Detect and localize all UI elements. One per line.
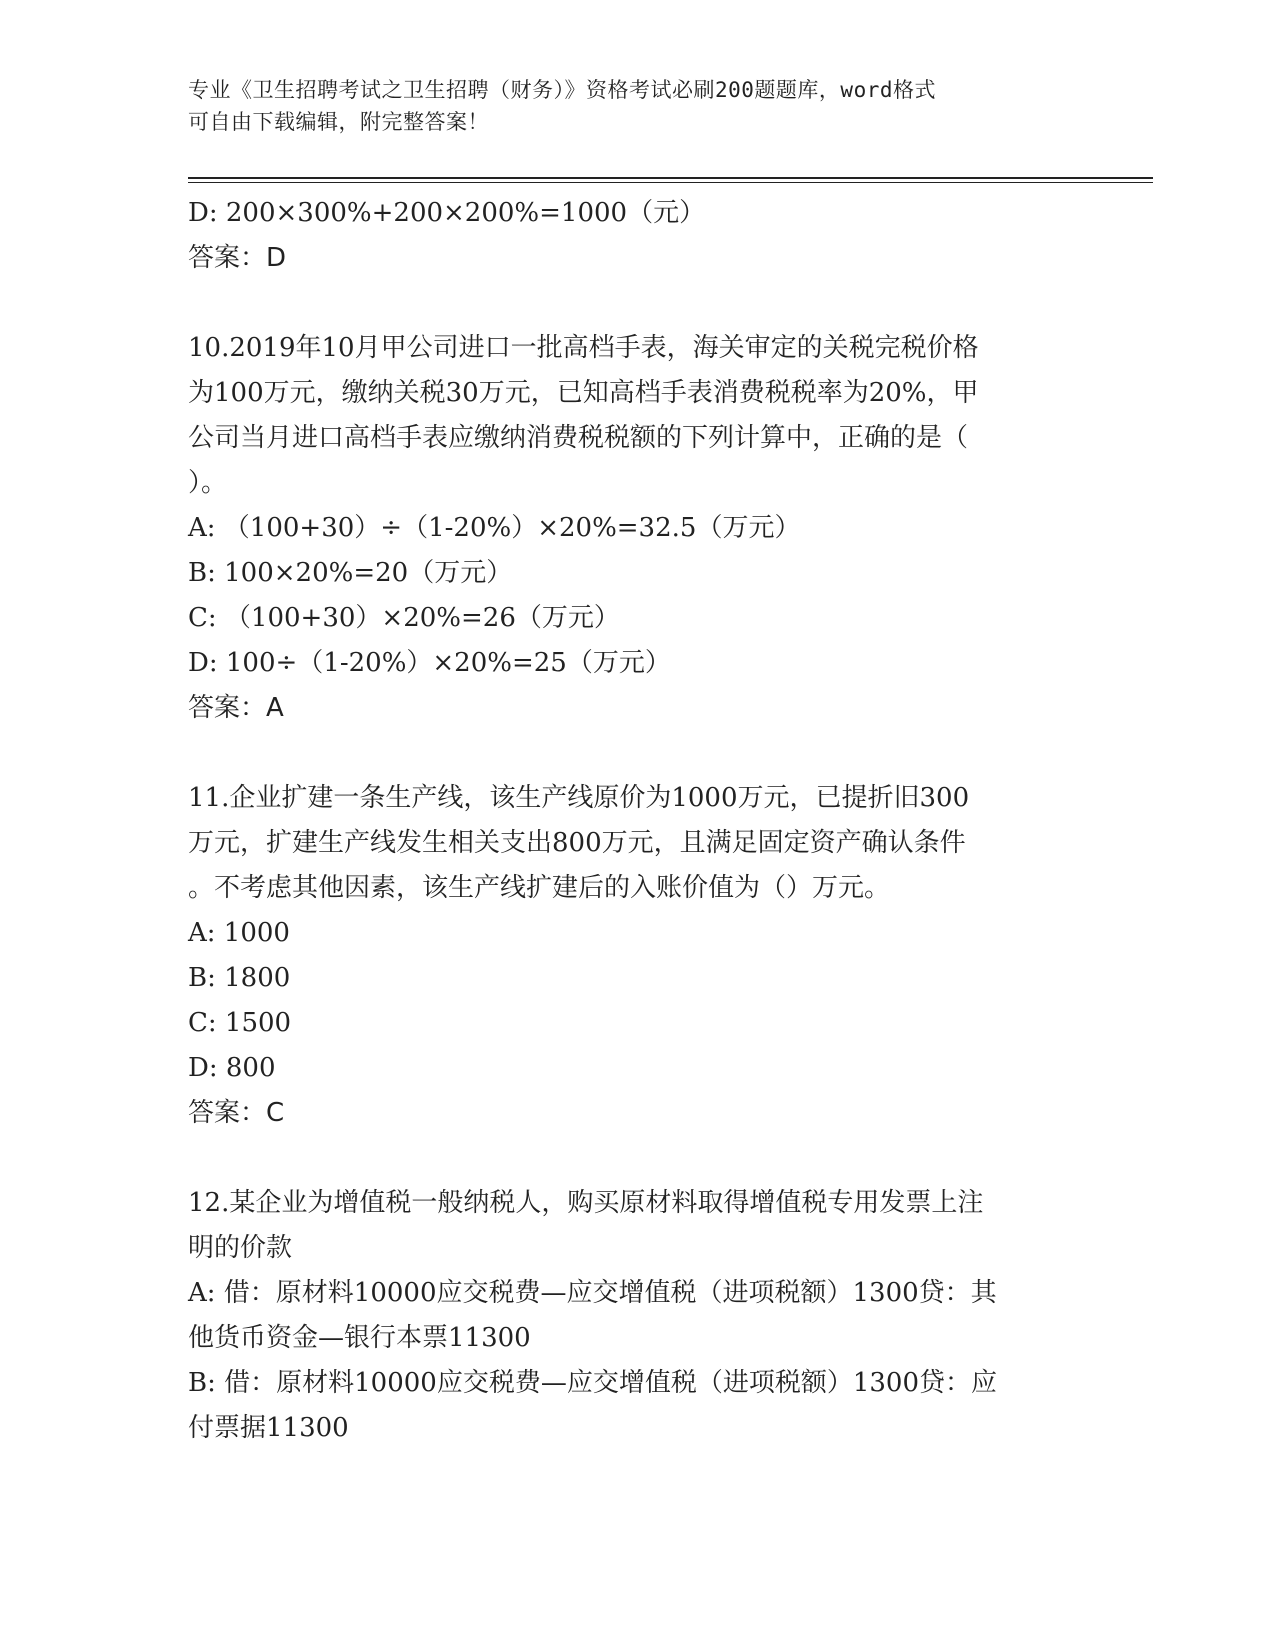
option-c: C: 1500 <box>188 1008 292 1038</box>
page-header <box>188 74 1068 138</box>
option-d: D: 200×300%+200×200%=1000（元） <box>188 198 706 228</box>
question-text-line: 12.某企业为增值税一般纳税人，购买原材料取得增值税专用发票上注 <box>188 1188 984 1218</box>
spacer <box>188 731 1083 776</box>
option-b-continued: 付票据11300 <box>188 1413 349 1443</box>
question-text-line: ）。 <box>188 468 228 498</box>
answer-line: 答案：C <box>188 1098 285 1128</box>
header-line: 可自由下载编辑，附完整答案！ <box>188 110 489 134</box>
question-text-line: 。不考虑其他因素，该生产线扩建后的入账价值为（）万元。 <box>188 873 891 903</box>
answer-line: 答案：A <box>188 693 284 723</box>
option-b: B: 100×20%=20（万元） <box>188 558 513 588</box>
question-text-line: 万元，扩建生产线发生相关支出800万元，且满足固定资产确认条件 <box>188 828 966 858</box>
header-line: 专业《卫生招聘考试之卫生招聘（财务）》资格考试必刷200题题库，word格式 <box>188 78 936 102</box>
question-text-line: 为100万元，缴纳关税30万元，已知高档手表消费税税率为20%，甲 <box>188 378 979 408</box>
question-10 <box>188 326 1083 731</box>
option-c: C: （100+30）×20%=26（万元） <box>188 603 620 633</box>
question-text-line: 11.企业扩建一条生产线，该生产线原价为1000万元，已提折旧300 <box>188 783 970 813</box>
option-a: A: 1000 <box>188 918 290 948</box>
question-12 <box>188 1181 1083 1451</box>
option-b: B: 1800 <box>188 963 291 993</box>
question-text-line: 10.2019年10月甲公司进口一批高档手表，海关审定的关税完税价格 <box>188 333 979 363</box>
option-d: D: 100÷（1-20%）×20%=25（万元） <box>188 648 671 678</box>
spacer <box>188 1136 1083 1181</box>
spacer <box>188 281 1083 326</box>
previous-question-tail <box>188 191 1083 281</box>
question-text-line: 明的价款 <box>188 1233 293 1263</box>
document-body <box>188 191 1083 1451</box>
question-11 <box>188 776 1083 1136</box>
answer-line: 答案：D <box>188 243 287 273</box>
question-text-line: 公司当月进口高档手表应缴纳消费税税额的下列计算中，正确的是（ <box>188 423 969 453</box>
header-divider <box>188 177 1153 179</box>
option-a: A: （100+30）÷（1-20%）×20%=32.5（万元） <box>188 513 801 543</box>
option-a-continued: 他货币资金—银行本票11300 <box>188 1323 531 1353</box>
option-a: A: 借：原材料10000应交税费—应交增值税（进项税额）1300贷：其 <box>188 1278 997 1308</box>
option-b: B: 借：原材料10000应交税费—应交增值税（进项税额）1300贷：应 <box>188 1368 998 1398</box>
header-divider-thin <box>188 182 1153 183</box>
option-d: D: 800 <box>188 1053 276 1083</box>
